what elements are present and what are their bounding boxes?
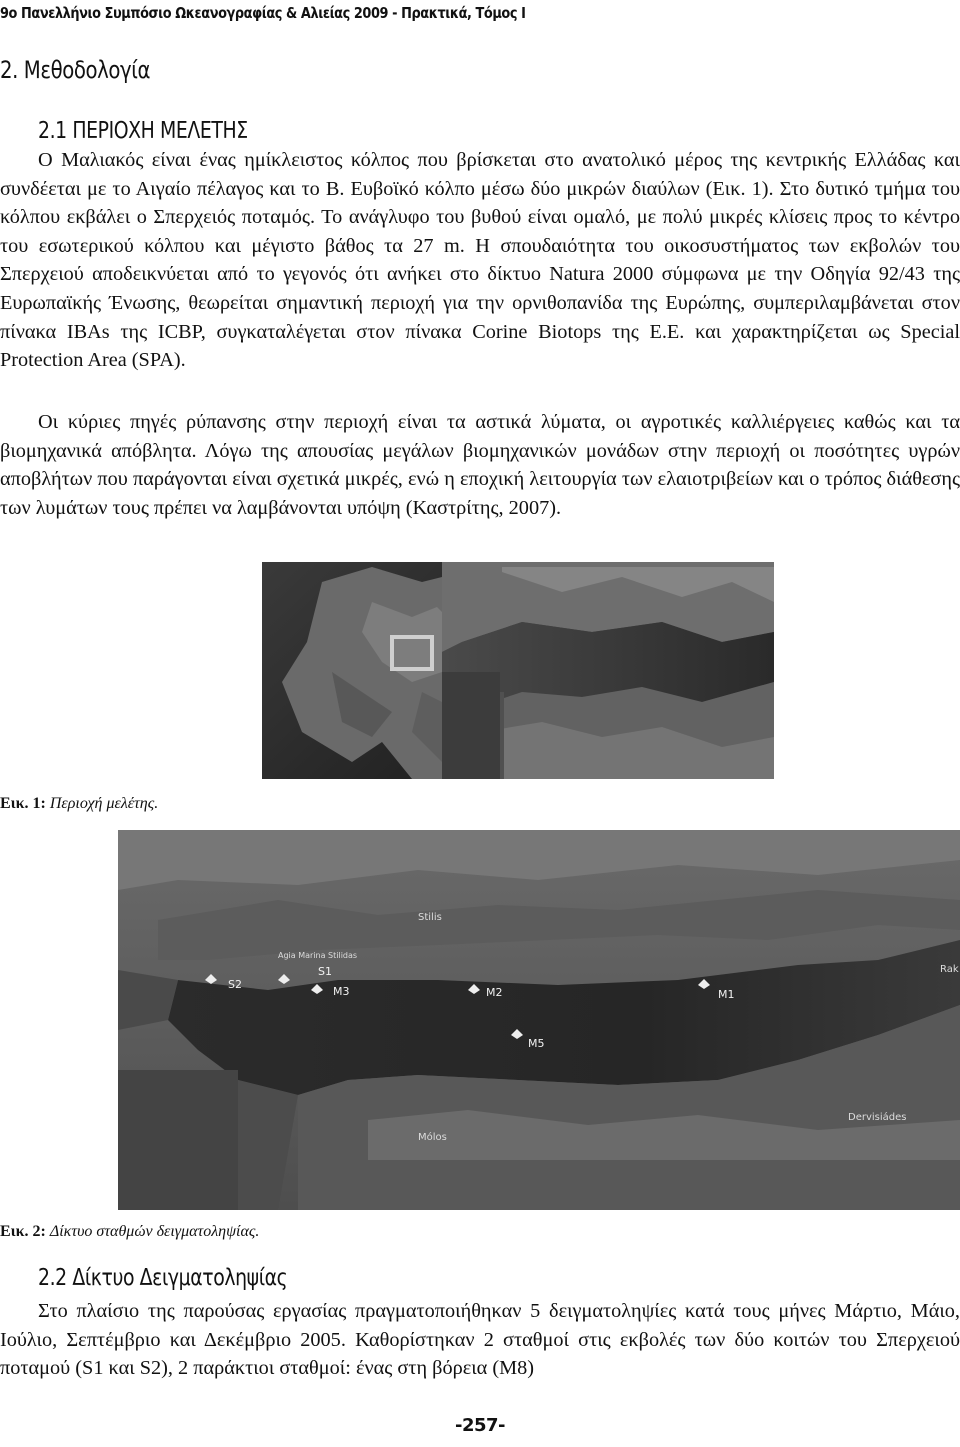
station-label-m3: M3 — [333, 985, 350, 998]
subsection-title-study-area: 2.1 ΠΕΡΙΟΧΗ ΜΕΛΕΤΗΣ — [38, 118, 248, 144]
paragraph-study-area: Ο Μαλιακός είναι ένας ημίκλειστος κόλπος που βρίσκεται στο ανατολικό μέρος της κεντρικής Ελλάδας και συνδέεται με το Αιγαίο πέλαγος και το Β. Ευβοϊκό κόλπο μέσω δύο μικρών διαύλων (Εικ. 1). Στο δυτικό τμήμα του κόλπου εκβάλει ο Σπερχειός ποταμός. Το ανάγλυφο του βυθού είναι ομαλό, με πολύ μικρές κλίσεις προς το κέντρο του εσωτερικού κόλπου και μέγιστο βάθος τα 27 m. Η σπουδαιότητα του οικοσυστήματος των εκβολών του Σπερχειού αποδεικνύεται από το γεγονός ότι ανήκει στο δίκτυο Natura 2000 σύμφωνα με την Οδηγία 92/43 της Ευρωπαϊκής Ένωσης, θεωρείται σημαντική περιοχή για την ορνιθοπανίδα της Ευρώπης, συμπεριλαμβάνεται στον πίνακα IBAs της ICBP, συγκαταλέγεται στον πίνακα Corine Biotops της Ε.Ε. και χαρακτηρίζεται ως Special Protection Area (SPA). — [0, 149, 960, 372]
subsection-title-sampling-network: 2.2 Δίκτυο Δειγματοληψίας — [38, 1265, 288, 1291]
page-number: -257- — [454, 1415, 505, 1436]
figure-2-caption-text: Δίκτυο σταθμών δειγματοληψίας. — [49, 1223, 260, 1240]
station-label-s2: S2 — [228, 978, 242, 991]
place-label-molos: Mólos — [418, 1132, 447, 1143]
place-label-agia-marina: Agia Marina Stilidas — [278, 951, 358, 960]
figure-1-caption-text: Περιοχή μελέτης. — [49, 795, 159, 812]
paragraph-pollution: Οι κύριες πηγές ρύπανσης στην περιοχή είναι τα αστικά λύματα, οι αγροτικές καλλιέργειες καθώς και τα βιομηχανικά απόβλητα. Λόγω της απουσίας μεγάλων βιομηχανικών μονάδων στην περιοχή οι ποσότητες υγρών αποβλήτων που παράγονται είναι σχετικά μικρές, ενώ η εποχική λειτουργία των ελαιοτριβείων και ο τρόπος διάθεσης των λυμάτων τους πρέπει να λαμβάνονται υπόψη (Καστρίτης, 2007). — [0, 411, 960, 519]
figure-2-label: Εικ. 2: — [0, 1223, 46, 1240]
station-label-m5: M5 — [528, 1037, 545, 1050]
station-label-m2: M2 — [486, 986, 503, 999]
figure-2-stations-map — [118, 830, 960, 1210]
section-title: 2. Μεθοδολογία — [0, 56, 151, 84]
station-label-m1: M1 — [718, 988, 735, 1001]
place-label-dervisiades: Dervisiádes — [848, 1112, 907, 1123]
figure-1-caption — [0, 795, 158, 813]
figure-1-label: Εικ. 1: — [0, 795, 46, 812]
place-label-stilis: Stilis — [418, 912, 442, 923]
place-label-rak: Rak — [940, 964, 959, 975]
figure-2-caption — [0, 1223, 259, 1241]
running-header: 9ο Πανελλήνιο Συμπόσιο Ωκεανογραφίας & Αλιείας 2009 - Πρακτικά, Τόμος Ι — [0, 4, 526, 22]
station-label-s1: S1 — [318, 965, 332, 978]
figure-1-satellite-map — [262, 562, 774, 779]
paragraph-sampling: Στο πλαίσιο της παρούσας εργασίας πραγματοποιήθηκαν 5 δειγματοληψίες κατά τους μήνες Μάρτιο, Μάιο, Ιούλιο, Σεπτέμβριο και Δεκέμβριο 2005. Καθορίστηκαν 2 σταθμοί στις εκβολές των δύο κοιτών του Σπερχειού ποταμού (S1 και S2), 2 παράκτιοι σταθμοί: ένας στη βόρεια (M8) — [0, 1300, 960, 1380]
